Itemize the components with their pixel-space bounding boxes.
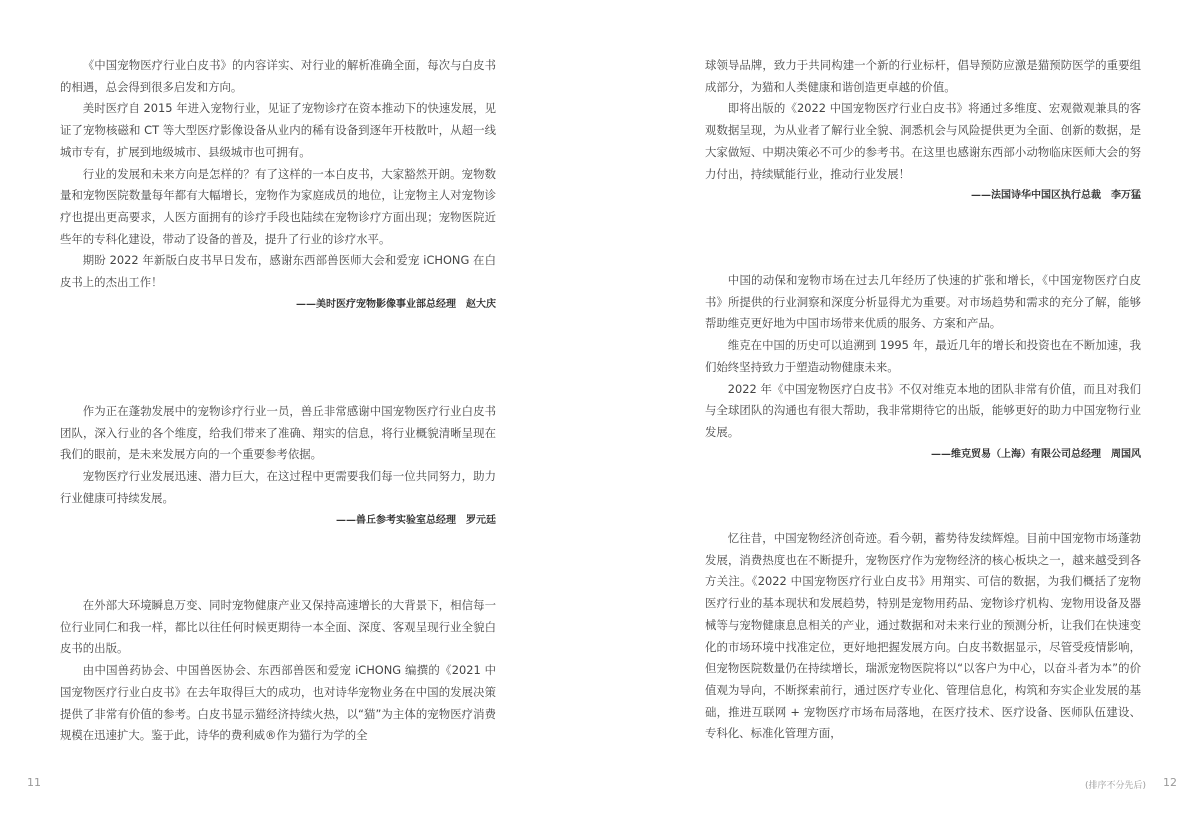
paragraph: 维克在中国的历史可以追溯到 1995 年，最近几年的增长和投资也在不断加速，我们始终坚持致力于塑造动物健康未来。	[705, 338, 1141, 374]
page-number-left: 11	[27, 776, 41, 789]
paragraph: 中国的动保和宠物市场在过去几年经历了快速的扩张和增长，《中国宠物医疗白皮书》所提供的行业洞察和深度分析显得尤为重要。对市场趋势和需求的充分了解，能够帮助维克更好地为中国市场带来优质的服务、方案和产品。	[705, 273, 1141, 331]
paragraph: 宠物医疗行业发展迅速、潜力巨大，在这过程中更需要我们每一位共同努力，助力行业健康可持续发展。	[60, 469, 496, 505]
right-section-2	[705, 270, 1141, 465]
paragraph: 行业的发展和未来方向是怎样的？有了这样的一本白皮书，大家豁然开朗。宠物数量和宠物医院数量每年都有大幅增长，宠物作为家庭成员的地位，让宠物主人对宠物诊疗也提出更高要求，人医方面拥有的诊疗手段也陆续在宠物诊疗方面出现；宠物医院近些年的专科化建设，带动了设备的普及，提升了行业的诊疗水平。	[60, 166, 496, 246]
paragraph: 美时医疗自 2015 年进入宠物行业，见证了宠物诊疗在资本推动下的快速发展，见证了宠物核磁和 CT 等大型医疗影像设备从业内的稀有设备到逐年开枝散叶，从超一线城市专有，扩展到地级城市、县级城市也可拥有。	[60, 101, 496, 159]
paragraph: 在外部大环境瞬息万变、同时宠物健康产业又保持高速增长的大背景下，相信每一位行业同仁和我一样，都比以往任何时候更期待一本全面、深度、客观呈现行业全貌白皮书的出版。	[60, 598, 496, 656]
paragraph: 由中国兽药协会、中国兽医协会、东西部兽医和爱宠 iCHONG 编撰的《2021 中国宠物医疗行业白皮书》在去年取得巨大的成功，也对诗华宠物业务在中国的发展决策提供了非常有价值的参考。白皮书显示猫经济持续火热，以“猫”为主体的宠物医疗消费规模在迅速扩大。鉴于此，诗华的费利威®作为猫行为学的全	[60, 663, 496, 743]
right-section-3	[705, 528, 1141, 745]
paragraph: 《中国宠物医疗行业白皮书》的内容详实、对行业的解析准确全面，每次与白皮书的相遇，总会得到很多启发和方向。	[60, 58, 496, 94]
signature: ——兽丘参考实验室总经理 罗元廷	[336, 514, 496, 526]
footer-note: (排序不分先后)	[1085, 781, 1147, 791]
signature: ——法国诗华中国区执行总裁 李万猛	[971, 190, 1141, 202]
paragraph: 2022 年《中国宠物医疗白皮书》不仅对维克本地的团队非常有价值，而且对我们与全球团队的沟通也有很大帮助，我非常期待它的出版，能够更好的助力中国宠物行业发展。	[705, 381, 1141, 439]
left-section-3	[60, 595, 496, 747]
paragraph: 即将出版的《2022 中国宠物医疗行业白皮书》将通过多维度、宏观微观兼具的客观数据呈现，为从业者了解行业全貌、洞悉机会与风险提供更为全面、创新的数据，是大家做短、中期决策必不可少的参考书。在这里也感谢东西部小动物临床医师大会的努力付出，持续赋能行业，推动行业发展！	[705, 101, 1141, 181]
signature: ——美时医疗宠物影像事业部总经理 赵大庆	[296, 298, 496, 310]
left-section-2	[60, 401, 496, 531]
paragraph: 球领导品牌，致力于共同构建一个新的行业标杆，倡导预防应激是猫预防医学的重要组成部分，为猫和人类健康和谐创造更卓越的价值。	[705, 58, 1141, 94]
paragraph: 忆往昔，中国宠物经济创奇迹。看今朝，蓄势待发续辉煌。目前中国宠物市场蓬勃发展，消费热度也在不断提升，宠物医疗作为宠物经济的核心板块之一，越来越受到各方关注。《2022 中国宠物医疗行业白皮书》用翔实、可信的数据，为我们概括了宠物医疗行业的基本现状和发展趋势，特别是宠物用药品、宠物诊疗机构、宠物用设备及器械等与宠物健康息息相关的产业，通过数据和对未来行业的预测分析，让我们在快速变化的市场环境中找准定位，更好地把握发展方向。白皮书数据显示，尽管受疫情影响，但宠物医院数量仍在持续增长，瑞派宠物医院将以“以客户为中心，以奋斗者为本”的价值观为导向，不断探索前行，通过医疗专业化、管理信息化，构筑和夯实企业发展的基础，推进互联网 + 宠物医疗市场布局落地，在医疗技术、医疗设备、医师队伍建设、专科化、标准化管理方面，	[705, 531, 1141, 741]
right-section-1	[705, 55, 1141, 207]
left-section-1	[60, 55, 496, 315]
page-number-right: 12	[1163, 776, 1177, 789]
paragraph: 期盼 2022 年新版白皮书早日发布，感谢东西部兽医师大会和爱宠 iCHONG 在白皮书上的杰出工作！	[60, 253, 496, 290]
paragraph: 作为正在蓬勃发展中的宠物诊疗行业一员，兽丘非常感谢中国宠物医疗行业白皮书团队，深入行业的各个维度，给我们带来了准确、翔实的信息，将行业概貌清晰呈现在我们的眼前，是未来发展方向的一个重要参考依据。	[60, 404, 496, 462]
signature: ——维克贸易（上海）有限公司总经理 周国风	[931, 448, 1141, 460]
